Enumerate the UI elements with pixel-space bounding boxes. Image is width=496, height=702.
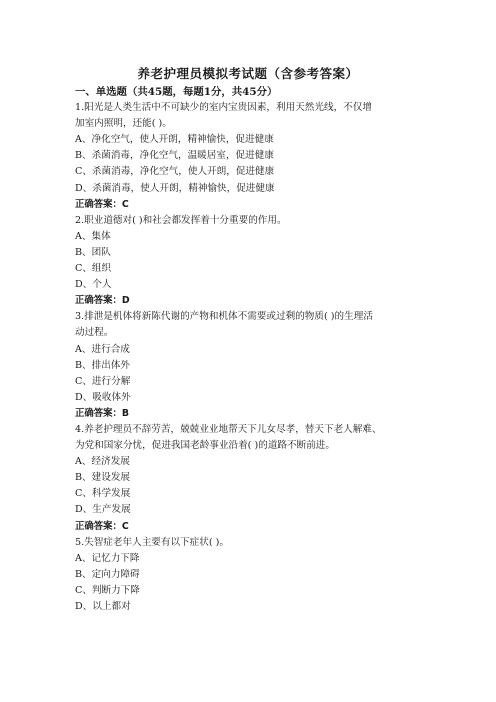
question-stem: 加室内照明，还能( )。 <box>75 118 172 130</box>
question-stem: 为党和国家分忧，促进我国老龄事业沿着( )的道路不断前进。 <box>75 440 335 452</box>
question-item <box>75 213 425 310</box>
document-title: 养老护理员模拟考试题（含参考答案） <box>137 66 359 81</box>
question-stem: 动过程。 <box>75 327 114 339</box>
correct-answer: 正确答案：B <box>75 407 130 419</box>
correct-answer: 正确答案：D <box>75 295 130 307</box>
option-a: A、记忆力下降 <box>75 552 140 564</box>
option-b: B、定向力障碍 <box>75 568 140 580</box>
option-a: A、经济发展 <box>75 456 130 468</box>
section-heading: 一、单选题（共45题，每题1分，共45分） <box>75 86 278 98</box>
option-d: D、杀菌消毒，使人开朗，精神愉快，促进健康 <box>75 182 275 194</box>
option-a: A、集体 <box>75 230 111 242</box>
option-c: C、组织 <box>75 263 112 275</box>
question-item <box>75 309 425 422</box>
question-item <box>75 100 425 213</box>
option-c: C、科学发展 <box>75 488 131 500</box>
question-stem: 4.养老护理员不辞劳苦，兢兢业业地帮天下儿女尽孝，替天下老人解难、 <box>75 423 382 435</box>
question-item <box>75 535 425 615</box>
option-d: D、吸收体外 <box>75 391 131 403</box>
option-a: A、净化空气，使人开朗，精神愉快，促进健康 <box>75 134 274 146</box>
option-b: B、杀菌消毒，净化空气，温暖居室，促进健康 <box>75 150 274 162</box>
option-a: A、进行合成 <box>75 343 130 355</box>
option-c: C、进行分解 <box>75 375 131 387</box>
option-c: C、判断力下降 <box>75 584 140 596</box>
correct-answer: 正确答案：C <box>75 198 129 210</box>
question-stem: 1.阳光是人类生活中不可缺少的室内宝贵因素，利用天然光线，不仅增 <box>75 102 372 114</box>
question-list <box>75 84 425 615</box>
option-b: B、团队 <box>75 246 111 258</box>
correct-answer: 正确答案：C <box>75 520 129 532</box>
option-c: C、杀菌消毒，净化空气，使人开朗，促进健康 <box>75 166 275 178</box>
option-b: B、建设发展 <box>75 472 131 484</box>
question-stem: 5.失智症老年人主要有以下症状( )。 <box>75 536 230 548</box>
option-d: D、个人 <box>75 279 112 291</box>
question-stem: 2.职业道德对( )和社会都发挥着十分重要的作用。 <box>75 214 287 226</box>
option-d: D、以上都对 <box>75 601 131 612</box>
option-b: B、排出体外 <box>75 359 131 371</box>
question-stem: 3.排泄是机体将新陈代谢的产物和机体不需要或过剩的物质( )的生理活 <box>75 311 373 323</box>
option-d: D、生产发展 <box>75 504 131 516</box>
question-item <box>75 422 425 535</box>
